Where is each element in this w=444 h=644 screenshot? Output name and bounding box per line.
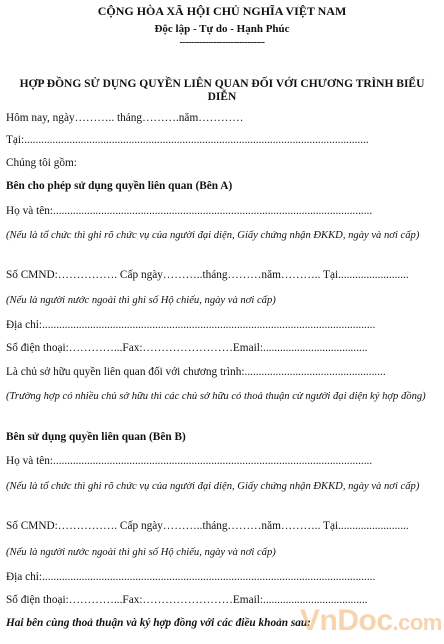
party-b-heading: Bên sử dụng quyền liên quan (Bên B) xyxy=(6,431,186,443)
vndoc-watermark xyxy=(300,604,442,638)
nation-heading: CỘNG HÒA XÃ HỘI CHỦ NGHĨA VIỆT NAM xyxy=(97,4,347,18)
watermark-name: VnDoc xyxy=(300,604,393,637)
closing-line: Hai bên cùng thoả thuận và ký hợp đồng với các điều khoản sau: xyxy=(6,617,311,629)
party-b-name: Họ và tên:................................................................................................................. xyxy=(6,455,373,467)
party-a-owner: Là chủ sở hữu quyền liên quan đối với chương trình:.................................................. xyxy=(6,366,386,378)
party-a-org-note: (Nếu là tổ chức thì ghi rõ chức vụ của người đại diện, Giấy chứng nhận ĐKKD, ngày và nơi cấp) xyxy=(6,230,420,241)
document-title: HỢP ĐỒNG SỬ DỤNG QUYỀN LIÊN QUAN ĐỐI VỚI CHƯƠNG TRÌNH BIỂU DIỄN xyxy=(19,78,425,103)
parties-intro: Chúng tôi gồm: xyxy=(6,157,77,169)
party-b-address: Địa chỉ:...................................................................................................................... xyxy=(6,571,376,583)
party-b-org-note: (Nếu là tổ chức thì ghi rõ chức vụ của người đại diện, Giấy chứng nhận ĐKKD, ngày và nơi cấp) xyxy=(6,481,420,492)
place-line: Tại:.......................................................................................................................... xyxy=(6,134,369,146)
party-b-foreign-note: (Nếu là người nước ngoài thì ghi số Hộ chiếu, ngày và nơi cấp) xyxy=(6,547,276,558)
party-a-heading: Bên cho phép sử dụng quyền liên quan (Bên A) xyxy=(6,180,233,192)
party-a-phone: Số điện thoại:…………...Fax:……………………Email:..................................... xyxy=(6,342,368,354)
party-a-address: Địa chỉ:...................................................................................................................... xyxy=(6,319,376,331)
party-a-name: Họ và tên:................................................................................................................. xyxy=(6,205,373,217)
date-line: Hôm nay, ngày……….. tháng……….năm………… xyxy=(6,112,244,124)
party-a-foreign-note: (Nếu là người nước ngoài thì ghi số Hộ chiếu, ngày và nơi cấp) xyxy=(6,295,276,306)
header-divider: ------------------------------ xyxy=(179,37,265,48)
party-b-phone: Số điện thoại:…………...Fax:……………………Email:..................................... xyxy=(6,594,368,606)
motto-heading: Độc lập - Tự do - Hạnh Phúc xyxy=(154,23,290,35)
party-a-id: Số CMND:……………. Cấp ngày………..tháng………năm……….. Tại......................... xyxy=(6,269,409,281)
watermark-suffix: .com xyxy=(392,610,442,635)
party-b-id: Số CMND:……………. Cấp ngày………..tháng………năm……….. Tại......................... xyxy=(6,520,409,532)
party-a-owner-note: (Trường hợp có nhiều chủ sở hữu thì các chủ sở hữu có thoả thuận cử người đại diện ký hợp đồng) xyxy=(6,391,426,402)
